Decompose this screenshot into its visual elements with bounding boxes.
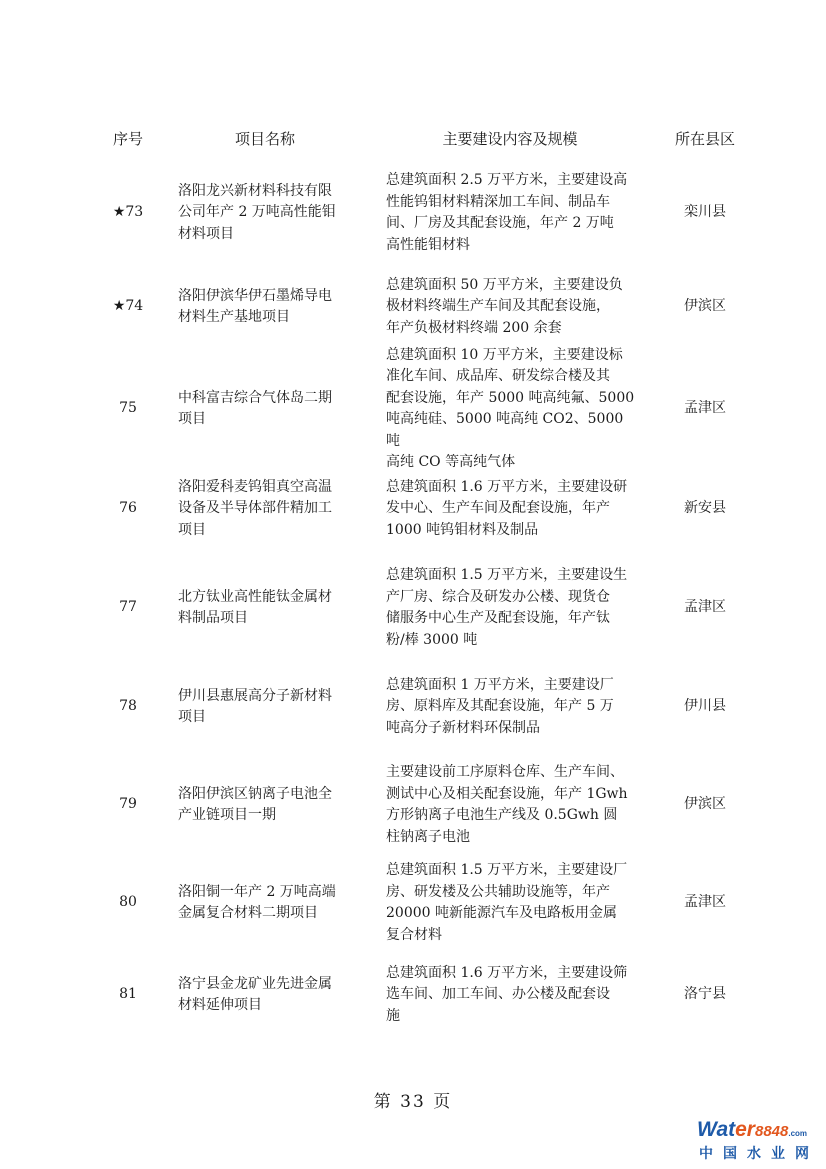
cell-construction-content-line: 方形钠离子电池生产线及 0.5Gwh 圆 bbox=[386, 807, 618, 823]
cell-project-name-line: 洛阳铜一年产 2 万吨高端 bbox=[178, 883, 336, 900]
cell-construction-content bbox=[386, 860, 638, 946]
cell-construction-content-line: 性能钨钼材料精深加工车间、制品车 bbox=[386, 193, 610, 210]
cell-serial-number: ★74 bbox=[112, 298, 144, 315]
cell-project-name-line: 材料项目 bbox=[178, 225, 234, 242]
cell-project-name-line: 伊川县惠展高分子新材料 bbox=[178, 687, 332, 704]
cell-serial-number: 78 bbox=[119, 698, 137, 715]
cell-construction-content-line: 选车间、加工车间、办公楼及配套设 bbox=[386, 986, 610, 1003]
cell-project-name-line: 设备及半导体部件精加工 bbox=[178, 500, 332, 517]
cell-county: 新安县 bbox=[684, 500, 726, 517]
watermark-brand-cn: 中国水业网 bbox=[699, 1146, 819, 1162]
table-row bbox=[0, 762, 826, 848]
header-county: 所在县区 bbox=[674, 130, 735, 148]
cell-construction-content bbox=[386, 762, 638, 848]
cell-construction-content bbox=[386, 346, 638, 470]
cell-project-name-line: 项目 bbox=[178, 709, 206, 725]
cell-construction-content bbox=[386, 170, 638, 256]
cell-project-name-line: 中科富吉综合气体岛二期 bbox=[178, 389, 332, 406]
cell-county: 栾川县 bbox=[684, 204, 726, 221]
cell-construction-content-line: 年产负极材料终端 200 余套 bbox=[386, 319, 562, 336]
cell-construction-content-line: 总建筑面积 1.6 万平方米，主要建设研 bbox=[386, 478, 628, 495]
table-row bbox=[0, 860, 826, 946]
cell-construction-content bbox=[386, 565, 638, 651]
table-row bbox=[0, 275, 826, 339]
cell-construction-content-line: 复合材料 bbox=[386, 926, 442, 943]
cell-construction-content-line: 总建筑面积 1.6 万平方米，主要建设筛 bbox=[386, 964, 628, 981]
cell-construction-content-line: 配套设施，年产 5000 吨高纯氟、5000 bbox=[386, 389, 635, 406]
cell-project-name bbox=[178, 762, 356, 848]
table-row bbox=[0, 477, 826, 541]
cell-project-name bbox=[178, 355, 356, 463]
cell-serial-number: 75 bbox=[119, 400, 137, 417]
cell-construction-content-line: 柱钠离子电池 bbox=[386, 828, 470, 845]
cell-serial-number: 76 bbox=[119, 500, 137, 517]
table-row bbox=[0, 170, 826, 256]
header-project-name: 项目名称 bbox=[234, 130, 295, 148]
cell-construction-content-line: 间、厂房及其配套设施，年产 2 万吨 bbox=[386, 215, 614, 231]
watermark-brand bbox=[697, 1118, 807, 1142]
table-row bbox=[0, 346, 826, 470]
cell-project-name-line: 材料延伸项目 bbox=[178, 997, 262, 1013]
cell-construction-content-line: 吨高纯硅、5000 吨高纯 CO2、5000 吨 bbox=[386, 411, 624, 449]
cell-construction-content-line: 高性能钼材料 bbox=[386, 236, 470, 253]
cell-serial-number: 77 bbox=[119, 599, 137, 616]
cell-construction-content-line: 吨高分子新材料环保制品 bbox=[386, 719, 540, 736]
table-row bbox=[0, 565, 826, 651]
cell-project-name-line: 公司年产 2 万吨高性能钼 bbox=[178, 204, 336, 221]
cell-construction-content-line: 总建筑面积 10 万平方米，主要建设标 bbox=[386, 346, 623, 363]
cell-county: 伊滨区 bbox=[684, 298, 726, 315]
cell-construction-content-line: 储服务中心生产及配套设施，年产钛 bbox=[386, 610, 610, 626]
cell-county: 伊滨区 bbox=[684, 796, 726, 813]
cell-county: 孟津区 bbox=[684, 400, 726, 417]
cell-construction-content-line: 20000 吨新能源汽车及电路板用金属 bbox=[386, 905, 617, 921]
cell-construction-content-line: 发中心、生产车间及配套设施，年产 bbox=[386, 500, 610, 517]
cell-project-name-line: 金属复合材料二期项目 bbox=[178, 905, 318, 921]
cell-project-name-line: 洛阳龙兴新材料科技有限 bbox=[178, 182, 332, 199]
cell-construction-content-line: 极材料终端生产车间及其配套设施， bbox=[386, 298, 610, 315]
cell-construction-content-line: 主要建设前工序原料仓库、生产车间、 bbox=[386, 764, 624, 780]
cell-project-name bbox=[178, 675, 356, 739]
table-header bbox=[0, 128, 826, 152]
cell-serial-number: 79 bbox=[119, 796, 137, 813]
watermark-logo bbox=[697, 1118, 819, 1164]
cell-construction-content-line: 总建筑面积 50 万平方米，主要建设负 bbox=[386, 276, 623, 293]
cell-project-name-line: 项目 bbox=[178, 521, 206, 538]
cell-project-name-line: 洛阳爱科麦钨钼真空高温 bbox=[178, 478, 332, 495]
cell-construction-content-line: 准化车间、成品库、研发综合楼及其 bbox=[386, 368, 610, 384]
cell-construction-content bbox=[386, 675, 638, 739]
cell-project-name bbox=[178, 170, 356, 256]
cell-construction-content-line: 测试中心及相关配套设施，年产 1Gwh bbox=[386, 785, 628, 802]
table-row bbox=[0, 675, 826, 739]
cell-construction-content bbox=[386, 275, 638, 339]
cell-serial-number: 80 bbox=[119, 894, 137, 911]
cell-construction-content-line: 施 bbox=[386, 1007, 400, 1024]
cell-construction-content-line: 总建筑面积 1.5 万平方米，主要建设生 bbox=[386, 567, 628, 583]
cell-project-name-line: 项目 bbox=[178, 411, 206, 427]
cell-construction-content-line: 粉/棒 3000 吨 bbox=[386, 631, 478, 648]
cell-construction-content-line: 总建筑面积 2.5 万平方米，主要建设高 bbox=[386, 172, 628, 188]
cell-construction-content-line: 1000 吨钨钼材料及制品 bbox=[386, 521, 539, 538]
cell-project-name bbox=[178, 275, 356, 339]
table-row bbox=[0, 963, 826, 1027]
cell-serial-number: 81 bbox=[119, 986, 137, 1003]
cell-project-name-line: 洛阳伊滨区钠离子电池全 bbox=[178, 785, 332, 802]
page-number: 第 33 页 bbox=[373, 1092, 453, 1112]
cell-project-name-line: 产业链项目一期 bbox=[178, 807, 276, 823]
cell-construction-content-line: 房、原料库及其配套设施，年产 5 万 bbox=[386, 698, 614, 715]
cell-construction-content bbox=[386, 477, 638, 541]
cell-construction-content-line: 高纯 CO 等高纯气体 bbox=[386, 454, 516, 470]
watermark-brand-number: 8848 bbox=[754, 1123, 789, 1140]
cell-construction-content-line: 总建筑面积 1 万平方米，主要建设厂 bbox=[386, 676, 614, 693]
cell-project-name bbox=[178, 860, 356, 946]
header-construction-content: 主要建设内容及规模 bbox=[442, 130, 578, 148]
cell-construction-content bbox=[386, 963, 638, 1027]
cell-project-name bbox=[178, 963, 356, 1027]
cell-county: 伊川县 bbox=[684, 698, 726, 715]
watermark-brand-part2: er bbox=[735, 1118, 755, 1141]
cell-project-name bbox=[178, 477, 356, 541]
watermark-brand-suffix: .com bbox=[788, 1129, 808, 1138]
cell-county: 孟津区 bbox=[684, 599, 726, 616]
cell-county: 洛宁县 bbox=[684, 986, 726, 1003]
cell-project-name-line: 洛宁县金龙矿业先进金属 bbox=[178, 975, 332, 992]
watermark-brand-part1: Wat bbox=[697, 1118, 736, 1141]
cell-project-name bbox=[178, 565, 356, 651]
cell-construction-content-line: 房、研发楼及公共辅助设施等，年产 bbox=[386, 883, 610, 900]
cell-project-name-line: 北方钛业高性能钛金属材 bbox=[178, 588, 332, 605]
cell-serial-number: ★73 bbox=[112, 204, 144, 221]
cell-project-name-line: 洛阳伊滨华伊石墨烯导电 bbox=[178, 287, 332, 304]
cell-construction-content-line: 产厂房、综合及研发办公楼、现货仓 bbox=[386, 588, 610, 605]
cell-project-name-line: 材料生产基地项目 bbox=[178, 309, 290, 325]
header-serial-number: 序号 bbox=[112, 130, 143, 148]
cell-construction-content-line: 总建筑面积 1.5 万平方米，主要建设厂 bbox=[386, 862, 628, 878]
cell-project-name-line: 料制品项目 bbox=[178, 610, 248, 626]
cell-county: 孟津区 bbox=[684, 894, 726, 911]
